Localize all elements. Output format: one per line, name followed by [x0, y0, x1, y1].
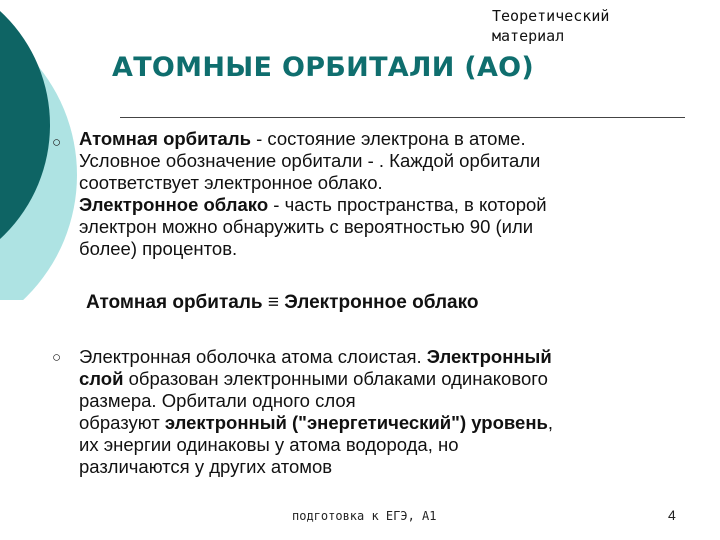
top-note [492, 6, 692, 46]
term-atomic-orbital: Атомная орбиталь [79, 128, 251, 149]
decorative-circles [0, 0, 90, 300]
bullet-2: ○ [52, 349, 62, 366]
top-note-line-1: Теоретический [492, 7, 610, 25]
page-number: 4 [668, 507, 676, 523]
equivalence-statement: Атомная орбиталь ≡ Электронное облако [86, 292, 479, 313]
bullet-1: ○ [52, 134, 62, 151]
top-note-line-2: материал [492, 27, 565, 45]
slide-title: АТОМНЫЕ ОРБИТАЛИ (АО) [112, 52, 535, 83]
term-electron-cloud: Электронное облако [79, 194, 269, 215]
paragraph-orbital-definition: Атомная орбиталь - состояние электрона в атоме. Условное обозначение орбитали - . Каждой орбитали соответствует электронное облако. Электронное облако - часть пространства, в которой электрон можно обнаружить с вероятностью 90 (или более) процентов. [79, 128, 547, 259]
footer-text: подготовка к ЕГЭ, А1 [292, 509, 437, 523]
title-divider [120, 117, 685, 118]
paragraph-electron-layers: Электронная оболочка атома слоистая. Электронный слой образован электронными облаками одинакового размера. Орбитали одного слоя образуют электронный ("энергетический") уровень, их энергии одинаковы у атома водорода, но различаются у других атомов [79, 346, 554, 477]
term-energy-level: электронный ("энергетический") уровень [164, 412, 548, 433]
